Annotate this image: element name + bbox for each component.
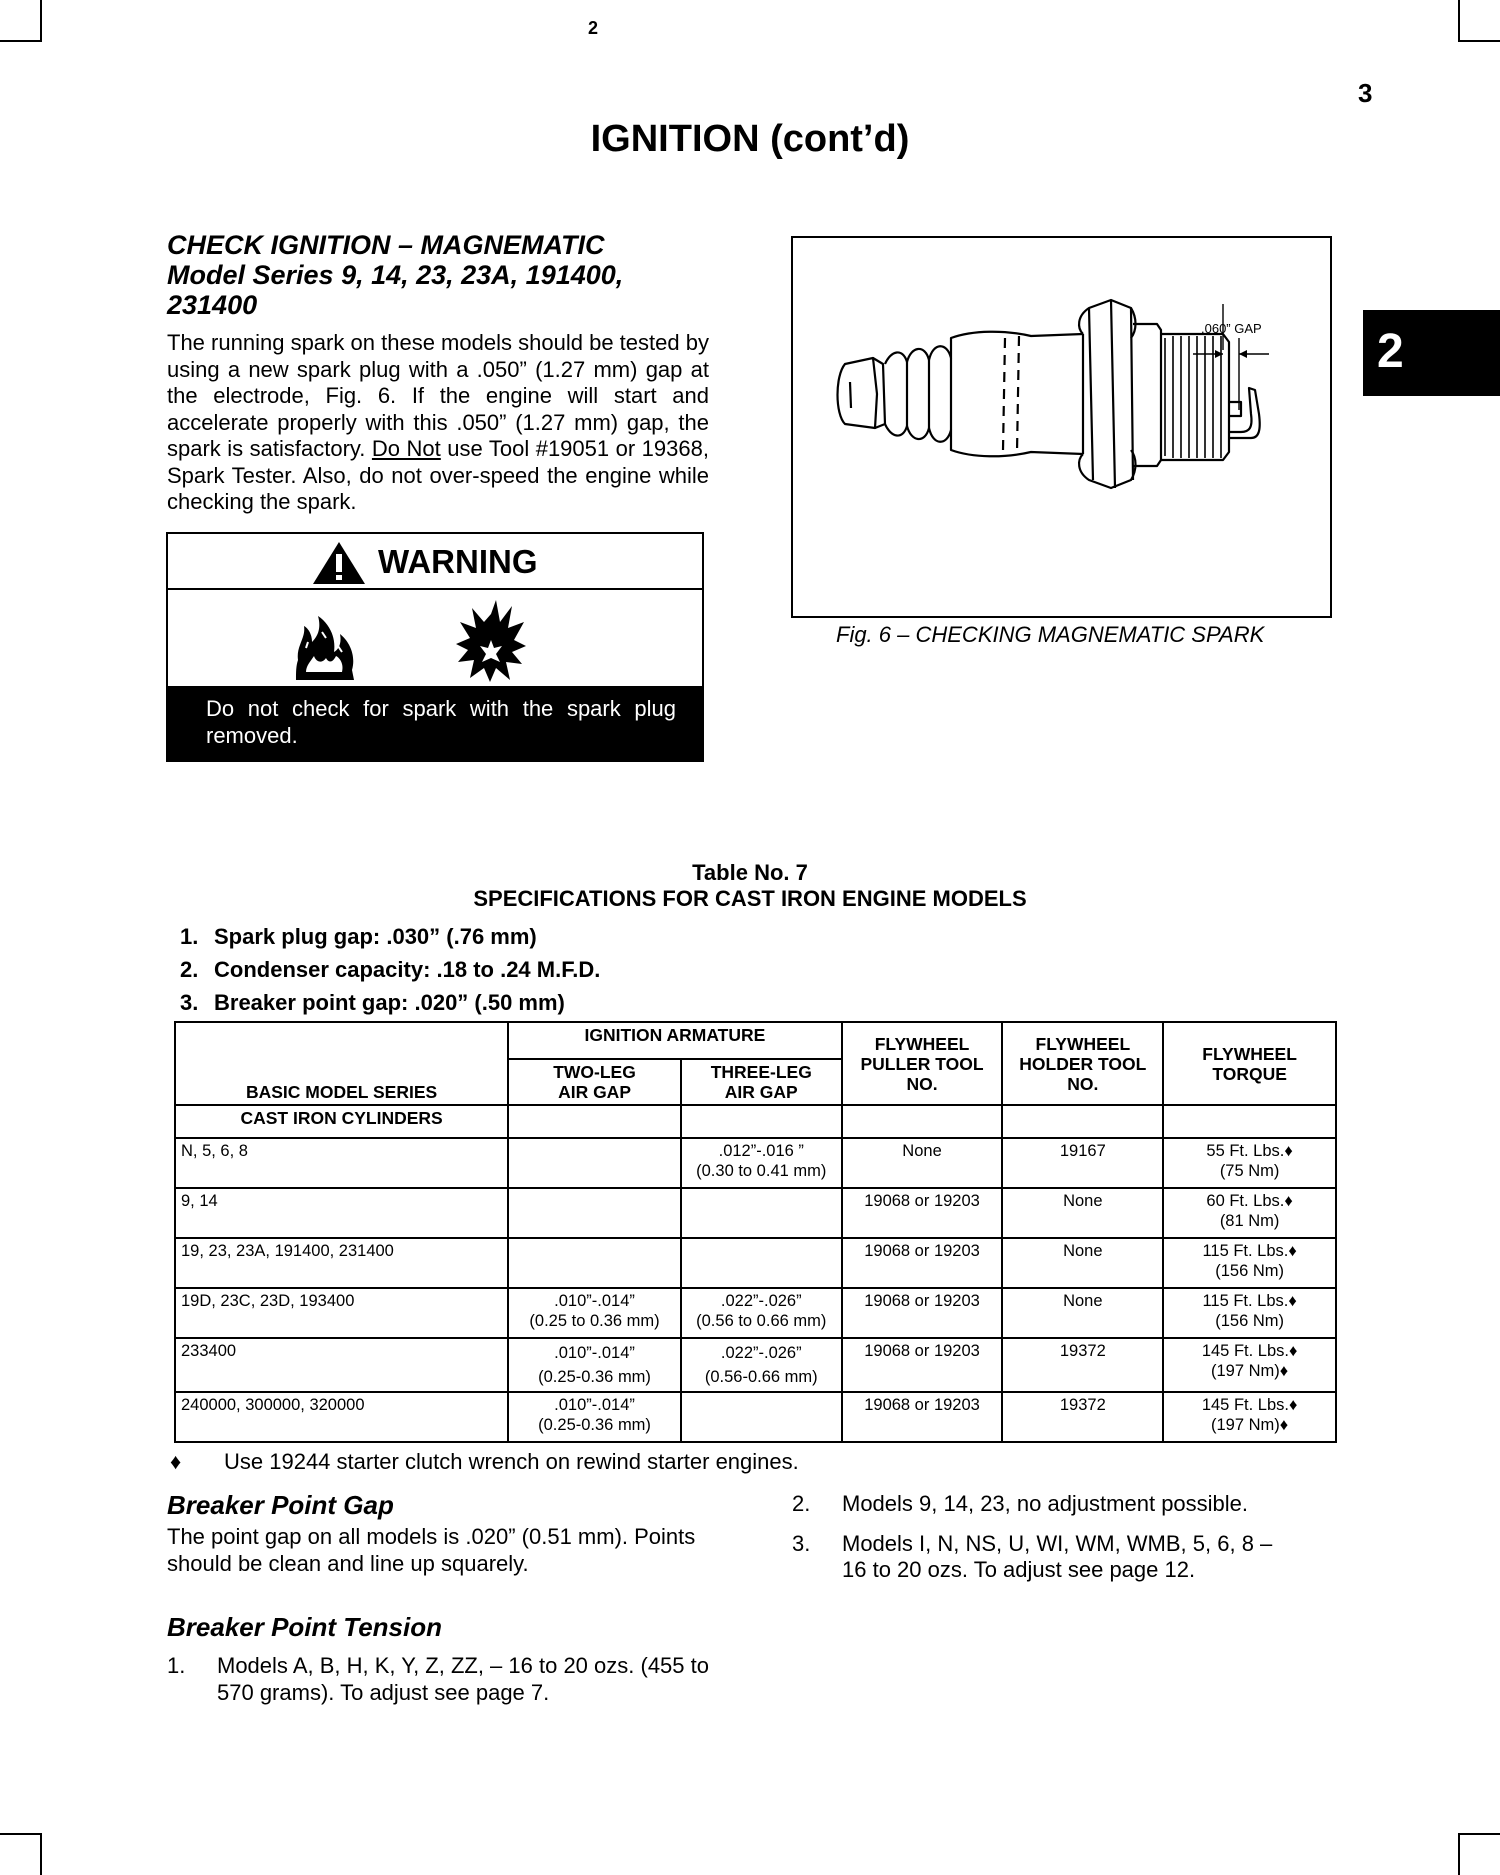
warning-footer — [168, 686, 702, 762]
header-three-leg: THREE-LEG AIR GAP — [681, 1059, 842, 1105]
breaker-point-tension-heading: Breaker Point Tension — [167, 1612, 442, 1642]
breaker-point-gap-heading: Breaker Point Gap — [167, 1490, 394, 1520]
section-heading — [167, 230, 727, 320]
fire-icon — [292, 612, 358, 682]
section-heading-line: CHECK IGNITION – MAGNEMATIC — [167, 230, 605, 260]
table-header-row — [175, 1022, 1336, 1059]
table-header-row — [175, 1105, 1336, 1138]
gap-label: .060” GAP — [1201, 321, 1262, 336]
underlined-text: Do Not — [371, 436, 441, 461]
section-heading-line: 231400 — [167, 290, 258, 320]
page-title: IGNITION (cont’d) — [590, 118, 910, 160]
warning-header — [168, 534, 702, 590]
warning-icons — [168, 590, 702, 688]
explosion-icon — [456, 600, 526, 682]
spec-item: 1. Spark plug gap: .030” (.76 mm) — [180, 924, 537, 949]
header-ignition-armature: IGNITION ARMATURE — [508, 1022, 841, 1059]
figure-caption: Fig. 6 – CHECKING MAGNEMATIC SPARK — [836, 622, 1265, 647]
chapter-tab-label: 2 — [1377, 325, 1404, 378]
table-footnote: ♦ Use 19244 starter clutch wrench on rewind starter engines. — [170, 1449, 799, 1474]
table-title: SPECIFICATIONS FOR CAST IRON ENGINE MODELS — [473, 886, 1027, 911]
warning-title: WARNING — [378, 543, 538, 580]
breaker-point-gap-text: The point gap on all models is .020” (0.51 mm). Points should be clean and line up squarely. — [167, 1524, 696, 1576]
header-two-leg: TWO-LEG AIR GAP — [508, 1059, 681, 1105]
table-number: Table No. 7 — [692, 860, 808, 885]
paragraph-text: use Tool #19051 or 19368, Spark Tester. Also, do not over-speed the engine while checking the spark. — [167, 436, 709, 514]
crop-mark — [0, 1833, 42, 1835]
list-item: 3. Models I, N, NS, U, WI, WM, WMB, 5, 6, 8 – 16 to 20 ozs. To adjust see page 12. — [792, 1530, 1273, 1582]
header-torque: FLYWHEEL TORQUE — [1163, 1022, 1336, 1105]
warning-triangle-icon — [311, 540, 367, 586]
table-row: 19D, 23C, 23D, 193400 .010”-.014” (0.25 to 0.36 mm) .022”-.026” (0.56 to 0.66 mm) 19068 or 19203 None 115 Ft. Lbs.♦ (156 Nm) — [175, 1288, 1336, 1338]
diamond-icon: ♦ — [170, 1449, 182, 1474]
chapter-tab — [1363, 310, 1500, 396]
table-row: 9, 14 19068 or 19203 None 60 Ft. Lbs.♦ (81 Nm) — [175, 1188, 1336, 1238]
crop-mark — [0, 40, 42, 42]
crop-mark — [1458, 0, 1460, 42]
spark-plug-illustration — [793, 238, 1330, 616]
spec-item: 2. Condenser capacity: .18 to .24 M.F.D. — [180, 957, 601, 982]
table-row: 233400 .010”-.014” (0.25-0.36 mm) .022”-.026” (0.56-0.66 mm) 19068 or 19203 19372 145 Ft. Lbs.♦ (197 Nm)♦ — [175, 1338, 1336, 1392]
spec-list — [180, 920, 600, 1019]
check-ignition-paragraph — [167, 330, 709, 516]
header-puller-tool: FLYWHEEL PULLER TOOL NO. — [842, 1022, 1003, 1105]
paragraph-text: The running spark on these models should be tested by using a new spark plug with a .050” (1.27 mm) gap at the electrode, Fig. 6. If the engine will start and accelerate properly with this .050” (1.27 mm) gap, the spark is satisfactory. — [167, 330, 709, 461]
figure-frame — [791, 236, 1332, 618]
list-item: 1. Models A, B, H, K, Y, Z, ZZ, – 16 to 20 ozs. (455 to 570 grams). To adjust see page 7. — [167, 1653, 709, 1705]
tension-list-right — [792, 1491, 1302, 1597]
warning-box — [166, 532, 704, 762]
header-holder-tool: FLYWHEEL HOLDER TOOL NO. — [1002, 1022, 1163, 1105]
warning-message: Do not check for spark with the spark plug removed. — [206, 696, 676, 748]
page-number: 3 — [1358, 78, 1373, 108]
table-row: N, 5, 6, 8 .012”-.016 ” (0.30 to 0.41 mm) None 19167 55 Ft. Lbs.♦ (75 Nm) — [175, 1138, 1336, 1188]
spec-item: 3. Breaker point gap: .020” (.50 mm) — [180, 990, 565, 1015]
crop-mark — [1458, 40, 1500, 42]
section-heading-line: Model Series 9, 14, 23, 23A, 191400, — [167, 260, 624, 290]
crop-mark — [40, 0, 42, 42]
crop-mark — [1458, 1833, 1500, 1835]
list-item: 2. Models 9, 14, 23, no adjustment possible. — [792, 1491, 1249, 1516]
small-page-number: 2 — [588, 18, 599, 38]
tension-list-left — [167, 1653, 727, 1706]
specifications-table — [174, 1021, 1337, 1443]
crop-mark — [40, 1833, 42, 1875]
header-cast-iron: CAST IRON CYLINDERS — [175, 1105, 508, 1138]
table-row: 240000, 300000, 320000 .010”-.014” (0.25-0.36 mm) 19068 or 19203 19372 145 Ft. Lbs.♦ (197 Nm)♦ — [175, 1392, 1336, 1442]
crop-mark — [1458, 1833, 1460, 1875]
table-row: 19, 23, 23A, 191400, 231400 19068 or 19203 None 115 Ft. Lbs.♦ (156 Nm) — [175, 1238, 1336, 1288]
header-basic-model: BASIC MODEL SERIES — [175, 1022, 508, 1105]
